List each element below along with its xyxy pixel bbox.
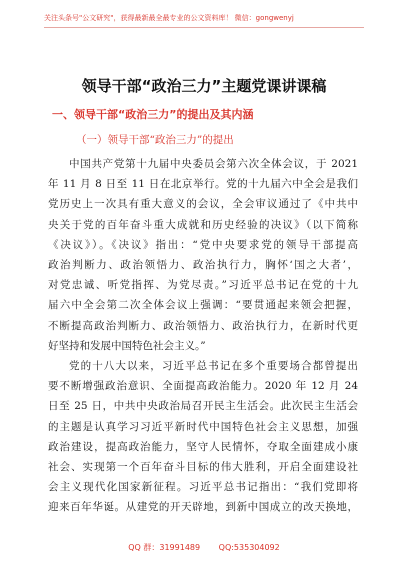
paragraph-line: 要不断增强政治意识、全面提高政治能力。2020 年 12 月 24 (48, 380, 358, 393)
paragraph-line: 迎来百年华诞。从建党的开天辟地，到新中国成立的改天换地， (48, 501, 358, 514)
paragraph-line: 日至 25 日，中共中央政治局召开民主生活会。此次民主生活会 (48, 400, 358, 413)
section-heading: 一、领导干部“政治三力”的提出及其内涵 (52, 108, 254, 121)
paragraph-line: 政治判断力、政治领悟力、政治执行力，胸怀‘国之大者’， (48, 258, 358, 271)
footer-contact (0, 542, 408, 554)
paragraph-line: 对党忠诚、听党指挥、为党尽责。”习近平总书记在党的十九 (48, 279, 358, 292)
paragraph-line: 会主义现代化国家新征程。习近平总书记指出：“我们党即将 (48, 481, 358, 494)
paragraph-line: 央关于党的百年奋斗重大成就和历史经验的决议》（以下简称 (48, 218, 358, 231)
paragraph-line: 不断提高政治判断力、政治领悟力、政治执行力，在新时代更 (48, 319, 358, 332)
paragraph-line: 政治建设，提高政治能力，坚守人民情怀，夺取全面建成小康 (48, 440, 358, 453)
paragraph-line: 党的十八大以来，习近平总书记在多个重要场合都曾提出 (69, 360, 358, 372)
paragraph-line: 的主题是认真学习习近平新时代中国特色社会主义思想，加强 (48, 420, 358, 433)
header-banner: 关注头条号"公文研究"，获得最新最全最专业的公文资料库！ 微信：gongwenyj (44, 14, 294, 22)
header-divider (44, 27, 364, 28)
paragraph-line: 《决议》）。《决议》指出：“党中央要求党的领导干部提高 (48, 238, 358, 251)
paragraph-2 (48, 356, 358, 518)
paragraph-line: 好坚持和发展中国特色社会主义。” (48, 339, 206, 352)
paragraph-line: 届六中全会第二次全体会议上强调：“要贯通起来领会把握， (48, 299, 358, 312)
footer-qq-group: QQ 群：31991489 (128, 543, 201, 552)
paragraph-line: 党历史上一次具有重大意义的会议，全会审议通过了《中共中 (48, 198, 358, 211)
paragraph-1 (48, 154, 358, 356)
document-title: 领导干部“政治三力”主题党课讲课稿 (81, 77, 327, 95)
paragraph-line: 中国共产党第十九届中央委员会第六次全体会议，于 2021 (69, 158, 358, 170)
paragraph-line: 社会、实现第一个百年奋斗目标的伟大胜利，开启全面建设社 (48, 460, 358, 473)
footer-qq: QQ:535304092 (218, 543, 280, 552)
paragraph-line: 年 11 月 8 日至 11 日在北京举行。党的十九届六中全会是我们 (48, 178, 358, 191)
subsection-heading: （一）领导干部“政治三力”的提出 (76, 134, 234, 146)
